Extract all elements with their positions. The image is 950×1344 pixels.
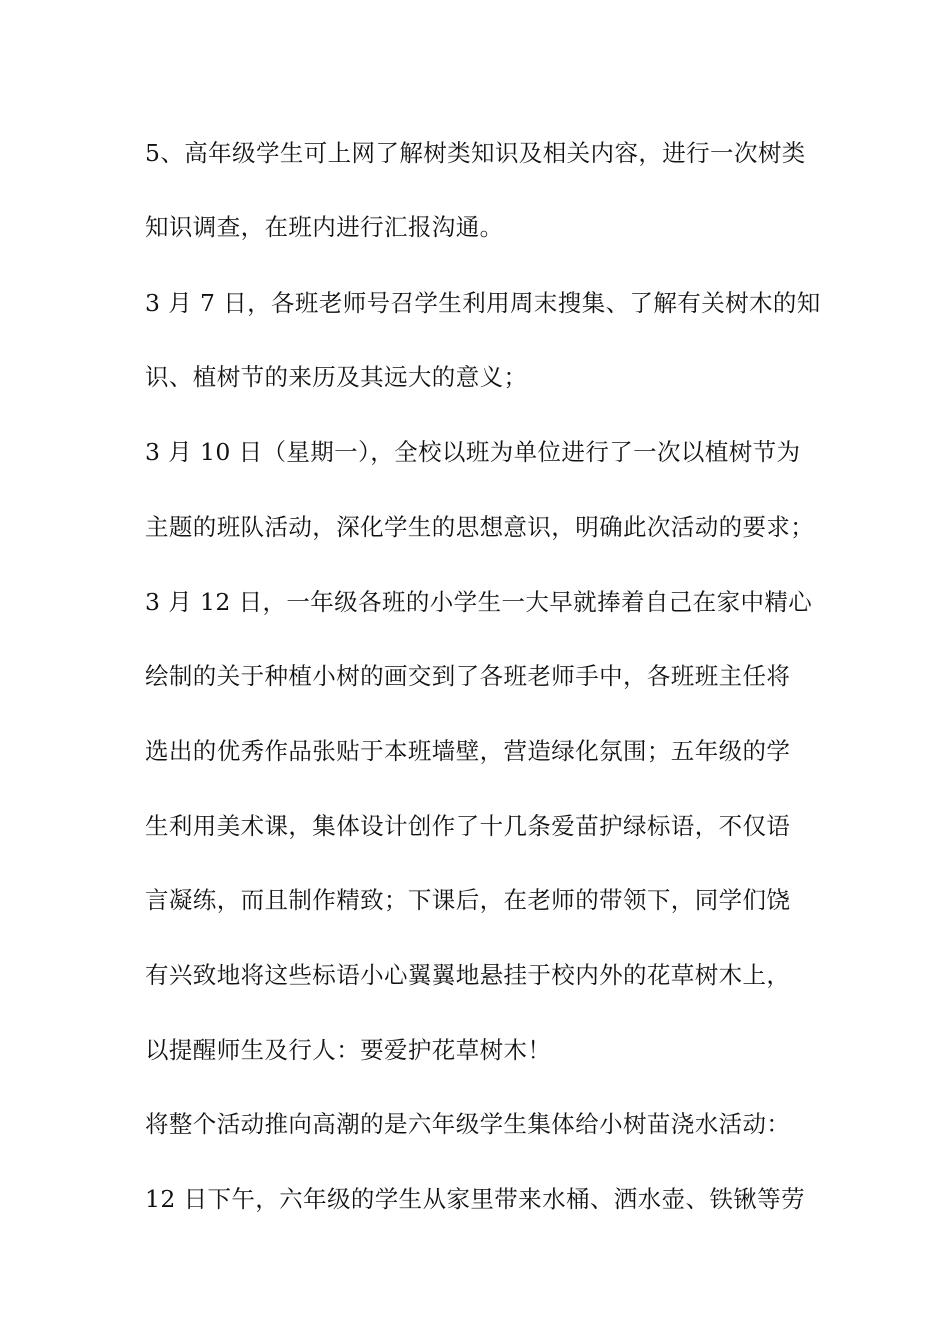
text-line-4: 识、植树节的来历及其远大的意义； — [145, 363, 528, 391]
text-line-15: 12 日下午，六年级的学生从家里带来水桶、洒水壶、铁锹等劳 — [145, 1185, 805, 1213]
text-line-6: 主题的班队活动，深化学生的思想意识，明确此次活动的要求； — [145, 513, 815, 541]
text-line-7: 3 月 12 日，一年级各班的小学生一大早就捧着自己在家中精心 — [145, 588, 813, 616]
text-line-13: 以提醒师生及行人：要爱护花草树木！ — [145, 1036, 552, 1064]
text-line-14: 将整个活动推向高潮的是六年级学生集体给小树苗浇水活动： — [145, 1110, 791, 1138]
text-line-10: 生利用美术课，集体设计创作了十几条爱苗护绿标语，不仅语 — [145, 812, 791, 840]
text-line-11: 言凝练，而且制作精致；下课后，在老师的带领下，同学们饶 — [145, 886, 791, 914]
text-line-3: 3 月 7 日，各班老师号召学生利用周末搜集、了解有关树木的知 — [145, 289, 821, 317]
text-line-1: 5、高年级学生可上网了解树类知识及相关内容，进行一次树类 — [145, 139, 806, 167]
text-line-12: 有兴致地将这些标语小心翼翼地悬挂于校内外的花草树木上， — [145, 961, 791, 989]
text-line-8: 绘制的关于种植小树的画交到了各班老师手中，各班班主任将 — [145, 662, 791, 690]
text-line-2: 知识调查，在班内进行汇报沟通。 — [145, 213, 504, 241]
text-line-9: 选出的优秀作品张贴于本班墙壁，营造绿化氛围；五年级的学 — [145, 737, 791, 765]
text-line-5: 3 月 10 日（星期一），全校以班为单位进行了一次以植树节为 — [145, 438, 801, 466]
